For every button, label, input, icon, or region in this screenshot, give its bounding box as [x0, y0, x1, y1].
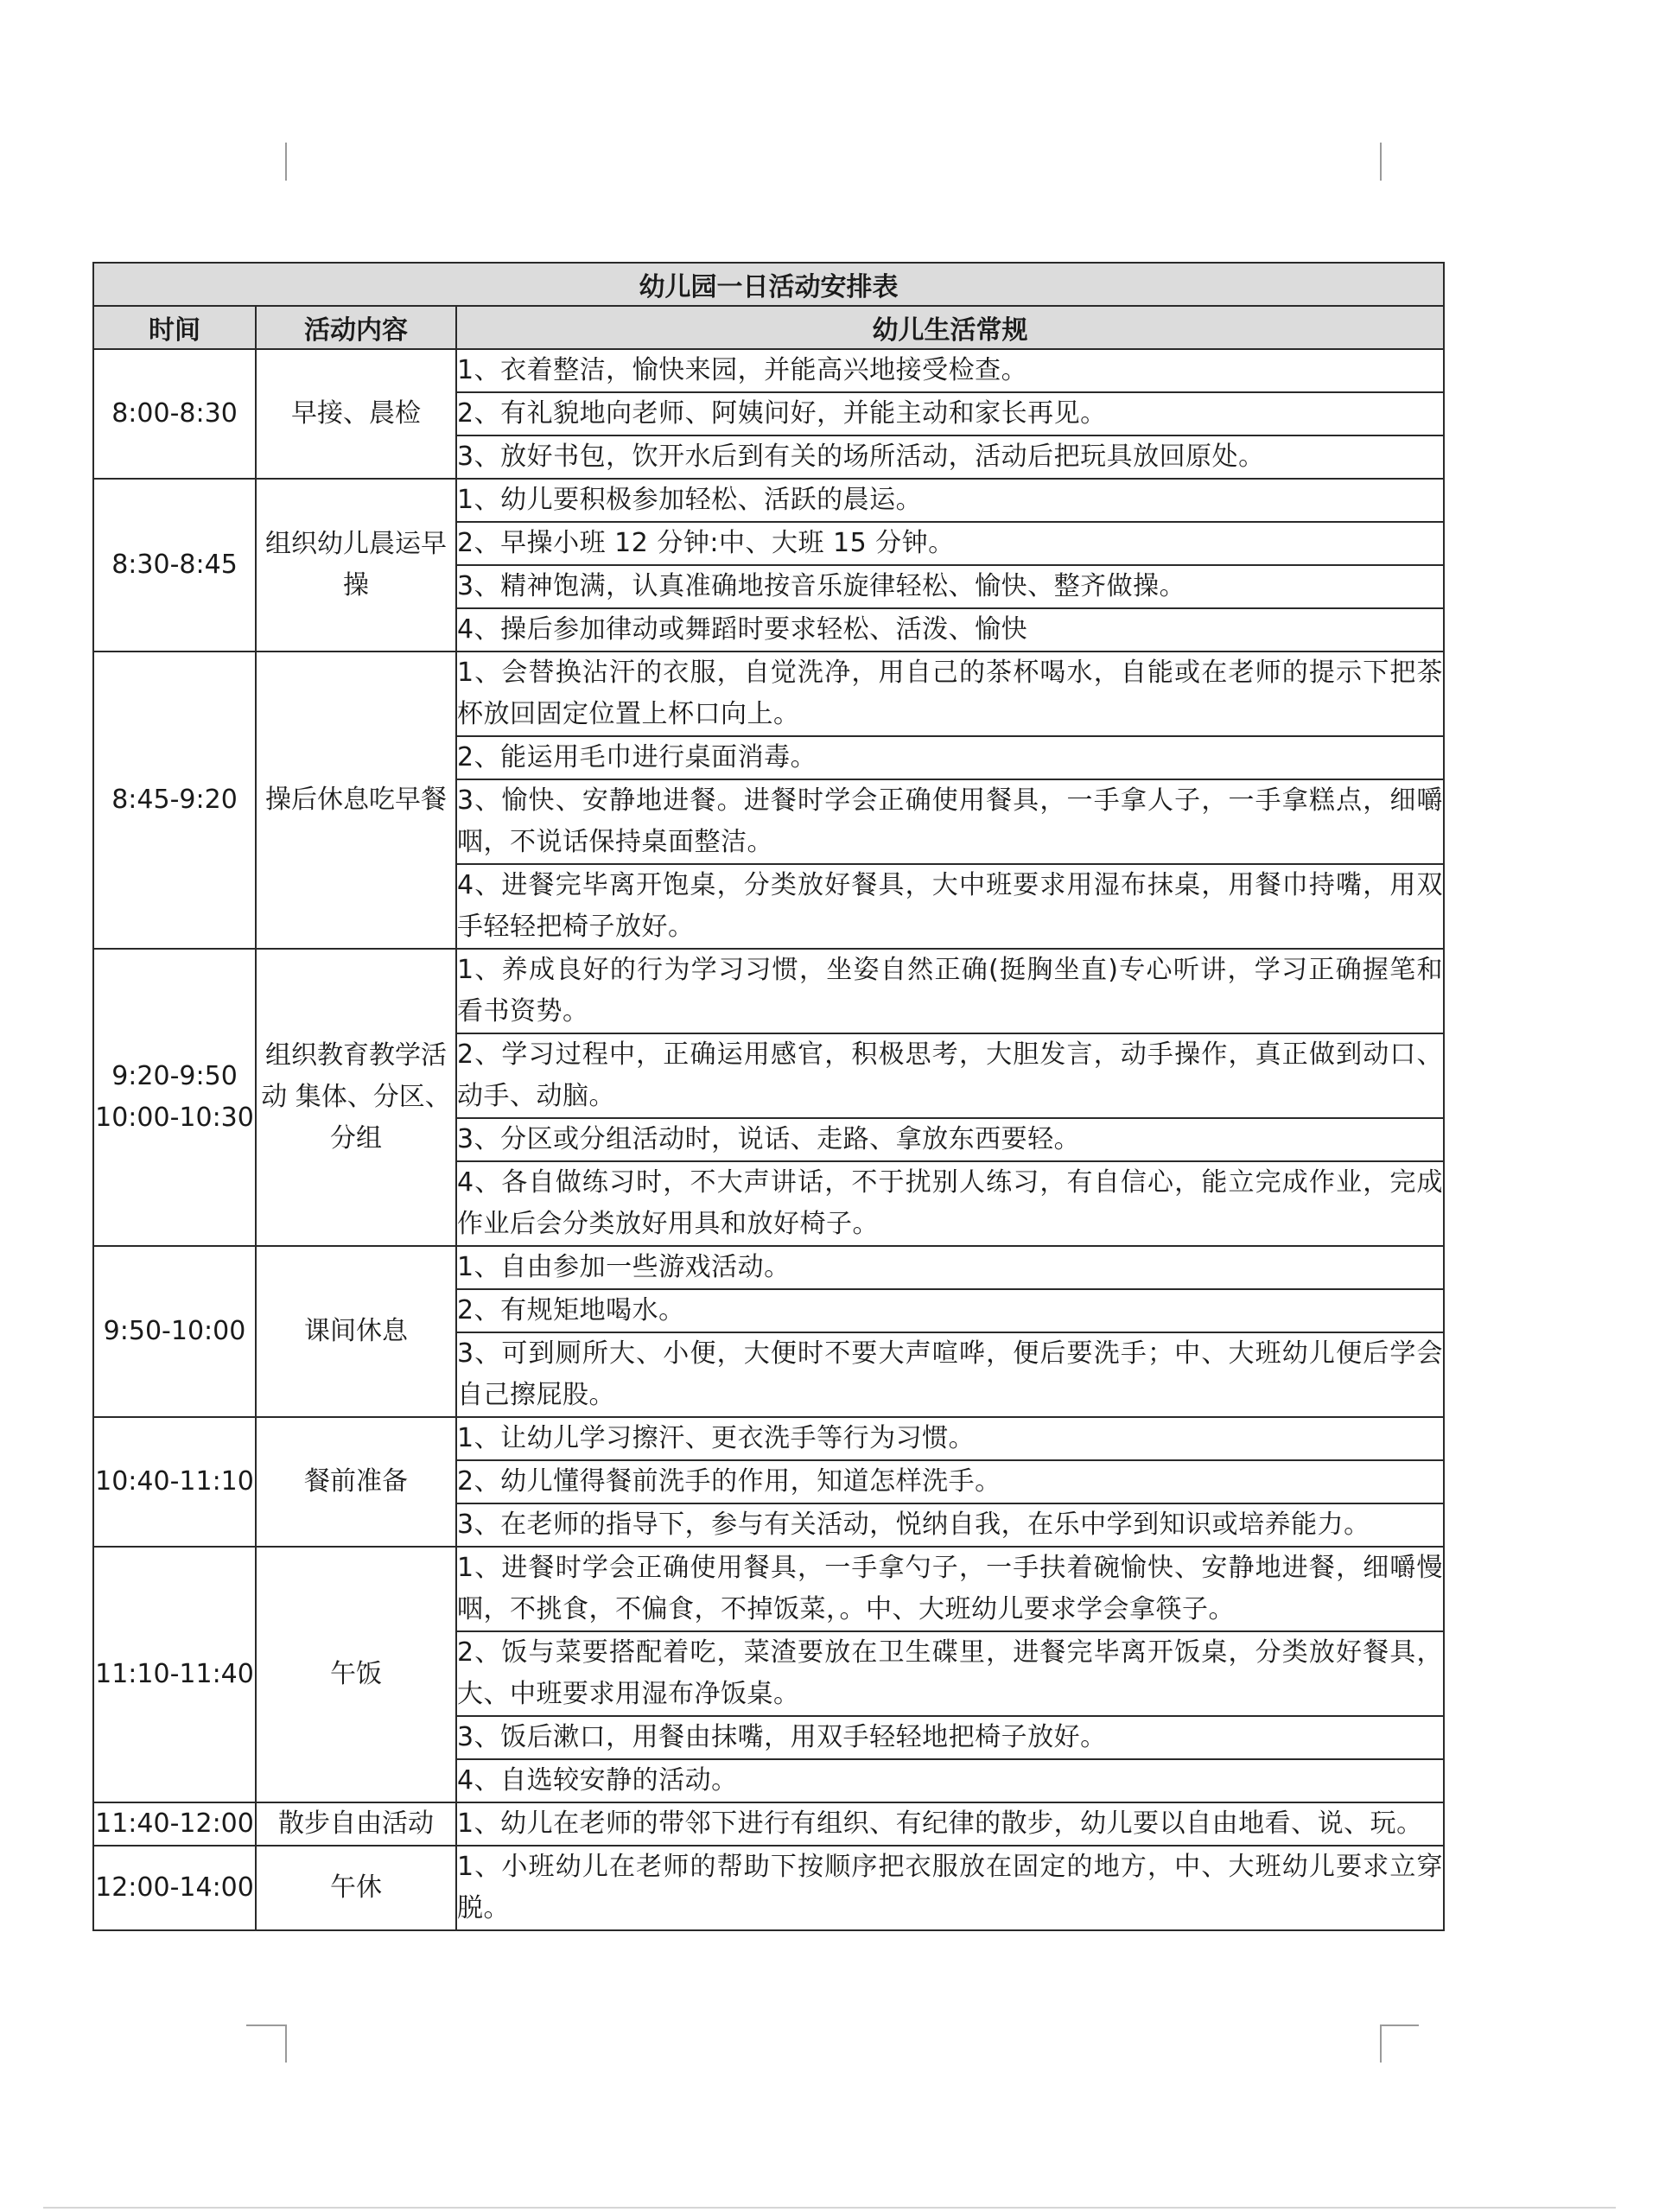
rule-cell: 3、分区或分组活动时，说话、走路、拿放东西要轻。: [456, 1118, 1444, 1161]
activity-cell: 组织幼儿晨运早操: [256, 479, 456, 652]
table-row: [93, 1802, 1444, 1846]
rule-cell: 2、饭与菜要搭配着吃，菜渣要放在卫生碟里，进餐完毕离开饭桌，分类放好餐具，大、中班要求用湿布净饭桌。: [456, 1631, 1444, 1716]
rule-cell: 3、放好书包，饮开水后到有关的场所活动，活动后把玩具放回原处。: [456, 435, 1444, 479]
rule-cell: 1、会替换沾汗的衣服，自觉洗净，用自己的茶杯喝水，自能或在老师的提示下把茶杯放回固定位置上杯口向上。: [456, 652, 1444, 736]
table-row: [93, 1246, 1444, 1289]
rule-cell: 2、有规矩地喝水。: [456, 1289, 1444, 1332]
activity-cell: 餐前准备: [256, 1417, 456, 1547]
crop-mark-top-right: [1380, 143, 1382, 181]
time-cell: 8:30-8:45: [93, 479, 256, 652]
table-row: [93, 479, 1444, 522]
time-cell: 8:00-8:30: [93, 349, 256, 479]
rule-cell: 3、精神饱满，认真准确地按音乐旋律轻松、愉快、整齐做操。: [456, 565, 1444, 608]
table-row: [93, 949, 1444, 1033]
crop-mark-bottom-right-h: [1380, 2024, 1419, 2026]
header-activity: 活动内容: [256, 306, 456, 349]
header-row: [93, 306, 1444, 349]
rule-cell: 1、进餐时学会正确使用餐具，一手拿勺子，一手扶着碗愉快、安静地进餐，细嚼慢咽，不挑食，不偏食，不掉饭菜，。中、大班幼儿要求学会拿筷子。: [456, 1547, 1444, 1631]
header-rules: 幼儿生活常规: [456, 306, 1444, 349]
time-cell: 8:45-9:20: [93, 652, 256, 949]
crop-mark-bottom-left-h: [246, 2024, 285, 2026]
title-row: [93, 263, 1444, 306]
activity-cell: 操后休息吃早餐: [256, 652, 456, 949]
crop-mark-bottom-right-v: [1380, 2024, 1382, 2063]
schedule-table-body: [93, 263, 1444, 1930]
rule-cell: 4、进餐完毕离开饱桌，分类放好餐具，大中班要求用湿布抹桌，用餐巾持嘴，用双手轻轻把椅子放好。: [456, 864, 1444, 949]
table-row: [93, 349, 1444, 392]
table-row: [93, 1417, 1444, 1460]
activity-cell: 午饭: [256, 1547, 456, 1802]
page-bottom-divider: [43, 2207, 1616, 2209]
activity-cell: 课间休息: [256, 1246, 456, 1417]
rule-cell: 1、小班幼儿在老师的帮助下按顺序把衣服放在固定的地方，中、大班幼儿要求立穿脱。: [456, 1846, 1444, 1930]
rule-cell: 1、让幼儿学习擦汗、更衣洗手等行为习惯。: [456, 1417, 1444, 1460]
rule-cell: 4、自选较安静的活动。: [456, 1759, 1444, 1802]
rule-cell: 1、养成良好的行为学习习惯，坐姿自然正确(挺胸坐直)专心听讲，学习正确握笔和看书资势。: [456, 949, 1444, 1033]
activity-cell: 早接、晨检: [256, 349, 456, 479]
crop-mark-top-left: [285, 143, 287, 181]
rule-cell: 2、早操小班 12 分钟:中、大班 15 分钟。: [456, 522, 1444, 565]
activity-cell: 午休: [256, 1846, 456, 1930]
activity-cell: 组织教育教学活动 集体、分区、分组: [256, 949, 456, 1246]
rule-cell: 2、有礼貌地向老师、阿姨问好，并能主动和家长再见。: [456, 392, 1444, 435]
rule-cell: 2、学习过程中，正确运用感官，积极思考，大胆发言，动手操作，真正做到动口、动手、动脑。: [456, 1033, 1444, 1118]
rule-cell: 3、愉快、安静地进餐。进餐时学会正确使用餐具，一手拿人子，一手拿糕点，细嚼咽，不说话保持桌面整洁。: [456, 779, 1444, 864]
time-cell: 9:20-9:50 10:00-10:30: [93, 949, 256, 1246]
rule-cell: 3、可到厕所大、小便，大便时不要大声喧哗，便后要洗手；中、大班幼儿便后学会自己擦屁股。: [456, 1332, 1444, 1417]
table-title: 幼儿园一日活动安排表: [93, 263, 1444, 306]
header-time: 时间: [93, 306, 256, 349]
crop-mark-bottom-left-v: [285, 2024, 287, 2063]
table-row: [93, 1547, 1444, 1631]
activity-cell: 散步自由活动: [256, 1802, 456, 1846]
rule-cell: 1、幼儿在老师的带邻下进行有组织、有纪律的散步，幼儿要以自由地看、说、玩。: [456, 1802, 1444, 1846]
rule-cell: 1、衣着整洁，愉快来园，并能高兴地接受检查。: [456, 349, 1444, 392]
table-row: [93, 652, 1444, 736]
rule-cell: 4、各自做练习时，不大声讲话，不于扰别人练习，有自信心，能立完成作业，完成作业后会分类放好用具和放好椅子。: [456, 1161, 1444, 1246]
time-cell: 10:40-11:10: [93, 1417, 256, 1547]
rule-cell: 2、幼儿懂得餐前洗手的作用，知道怎样洗手。: [456, 1460, 1444, 1503]
table-row: [93, 1846, 1444, 1930]
time-cell: 12:00-14:00: [93, 1846, 256, 1930]
rule-cell: 1、自由参加一些游戏活动。: [456, 1246, 1444, 1289]
time-cell: 9:50-10:00: [93, 1246, 256, 1417]
schedule-table: [92, 262, 1445, 1931]
time-cell: 11:40-12:00: [93, 1802, 256, 1846]
rule-cell: 3、饭后漱口，用餐由抹嘴，用双手轻轻地把椅子放好。: [456, 1716, 1444, 1759]
rule-cell: 1、幼儿要积极参加轻松、活跃的晨运。: [456, 479, 1444, 522]
rule-cell: 2、能运用毛巾进行桌面消毒。: [456, 736, 1444, 779]
rule-cell: 4、操后参加律动或舞蹈时要求轻松、活泼、愉快: [456, 608, 1444, 652]
rule-cell: 3、在老师的指导下，参与有关活动，悦纳自我，在乐中学到知识或培养能力。: [456, 1503, 1444, 1547]
time-cell: 11:10-11:40: [93, 1547, 256, 1802]
